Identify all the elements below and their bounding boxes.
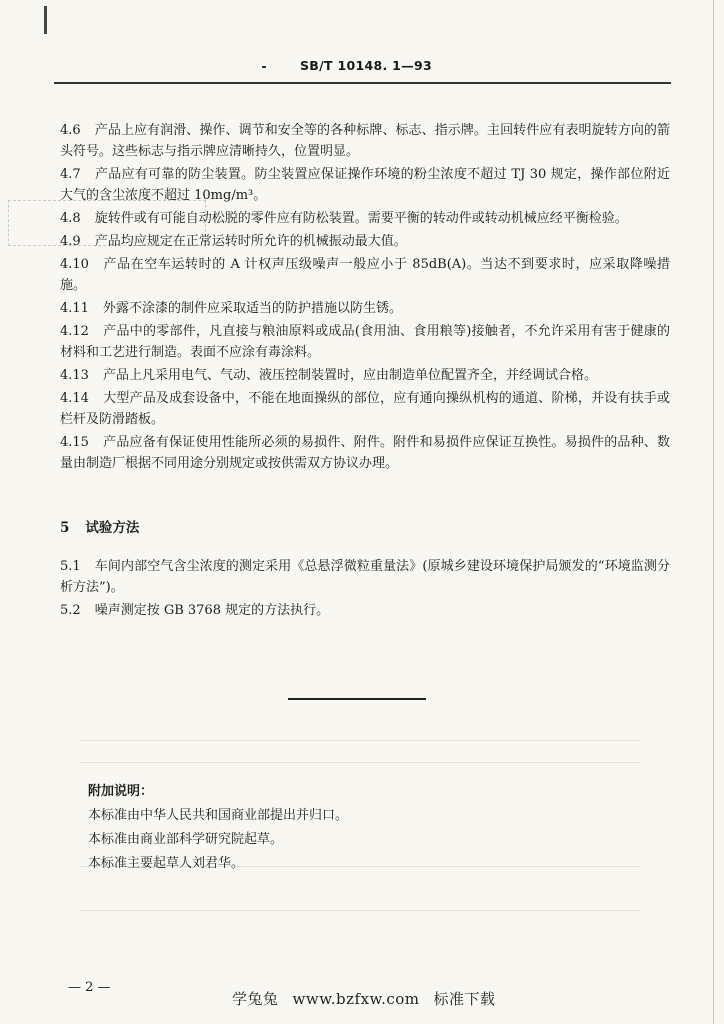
section-number: 5 — [60, 520, 70, 536]
notes-title: 附加说明： — [88, 784, 154, 799]
clause-text: 产品应有可靠的防尘装置。防尘装置应保证操作环境的粉尘浓度不超过 TJ 30 规定，操作部位附近大气的含尘浓度不超过 10mg/m³。 — [60, 167, 670, 203]
notes-line: 本标准由商业部科学研究院起草。 — [88, 832, 284, 847]
scan-edge-line — [713, 0, 714, 1024]
clause-text: 车间内部空气含尘浓度的测定采用《总悬浮微粒重量法》(原城乡建设环境保护局颁发的“环境监测分析方法”)。 — [60, 559, 670, 595]
clause-number: 4.8 — [60, 211, 81, 226]
clause-4-11 — [60, 298, 670, 319]
clause-4-10 — [60, 254, 670, 296]
header-rule — [54, 82, 671, 84]
clause-4-14 — [60, 388, 670, 430]
clause-4-9 — [60, 231, 670, 252]
section-heading — [60, 516, 139, 536]
standard-code: SB/T 10148. 1—93 — [300, 58, 432, 73]
clause-text: 产品在空车运转时的 A 计权声压级噪声一般应小于 85dB(A)。当达不到要求时，应采取降噪措施。 — [60, 257, 670, 293]
clause-text: 产品均应规定在正常运转时所允许的机械振动最大值。 — [94, 234, 407, 249]
page-number: — 2 — — [68, 980, 111, 995]
clause-text: 旋转件或有可能自动松脱的零件应有防松装置。需要平衡的转动件或转动机械应经平衡检验。 — [94, 211, 628, 226]
clause-text: 外露不涂漆的制件应采取适当的防护措施以防生锈。 — [102, 301, 402, 316]
clause-number: 4.9 — [60, 234, 81, 249]
clause-4-6 — [60, 120, 670, 162]
clause-5-2 — [60, 600, 670, 621]
clause-text: 产品上凡采用电气、气动、液压控制装置时，应由制造单位配置齐全，并经调试合格。 — [102, 368, 597, 383]
watermark-tagline: 标准下载 — [433, 990, 496, 1008]
clause-number: 4.7 — [60, 167, 81, 182]
scan-corner-mark — [44, 6, 47, 34]
clause-number: 4.6 — [60, 123, 81, 138]
notes-line: 本标准由中华人民共和国商业部提出并归口。 — [88, 808, 349, 823]
clause-4-7 — [60, 164, 670, 206]
clause-4-12 — [60, 321, 670, 363]
section-title: 试验方法 — [85, 520, 140, 536]
watermark-site-name: 学兔兔 — [232, 990, 279, 1008]
clause-4-15 — [60, 432, 670, 474]
additional-notes — [88, 780, 348, 876]
clause-4-8 — [60, 208, 670, 229]
clause-number: 4.11 — [60, 301, 89, 316]
clause-number: 5.1 — [60, 559, 81, 574]
footer-watermark — [232, 988, 510, 1009]
clause-number: 4.13 — [60, 368, 89, 383]
clause-text: 产品应备有保证使用性能所必须的易损件、附件。附件和易损件应保证互换性。易损件的品种、数量由制造厂根据不同用途分别规定或按供需双方协议办理。 — [60, 435, 670, 471]
clause-number: 4.12 — [60, 324, 89, 339]
clause-number: 4.15 — [60, 435, 89, 450]
notes-line: 本标准主要起草人刘君华。 — [88, 856, 245, 871]
clause-text: 产品上应有润滑、操作、调节和安全等的各种标牌、标志、指示牌。主回转件应有表明旋转方向的箭头符号。这些标志与指示牌应清晰持久，位置明显。 — [60, 123, 670, 159]
watermark-url[interactable]: www.bzfxw.com — [292, 990, 420, 1008]
clause-4-13 — [60, 365, 670, 386]
clause-text: 大型产品及成套设备中，不能在地面操纵的部位，应有通向操纵机构的通道、阶梯，并设有扶手或栏杆及防滑踏板。 — [60, 391, 670, 427]
clause-5-1 — [60, 556, 670, 598]
clause-number: 4.14 — [60, 391, 89, 406]
end-of-standard-rule — [288, 698, 426, 700]
bleed-through-line — [80, 910, 640, 911]
header-dot — [262, 66, 266, 68]
clause-list — [60, 120, 670, 476]
bleed-through-line — [80, 762, 640, 763]
clause-text: 产品中的零部件，凡直接与粮油原料或成品(食用油、食用粮等)接触者，不允许采用有害于健康的材料和工艺进行制造。表面不应涂有毒涂料。 — [60, 324, 670, 360]
clause-text: 噪声测定按 GB 3768 规定的方法执行。 — [94, 603, 330, 618]
clause-number: 4.10 — [60, 257, 89, 272]
bleed-through-line — [80, 740, 640, 741]
clause-number: 5.2 — [60, 603, 81, 618]
section-clause-list — [60, 556, 670, 623]
